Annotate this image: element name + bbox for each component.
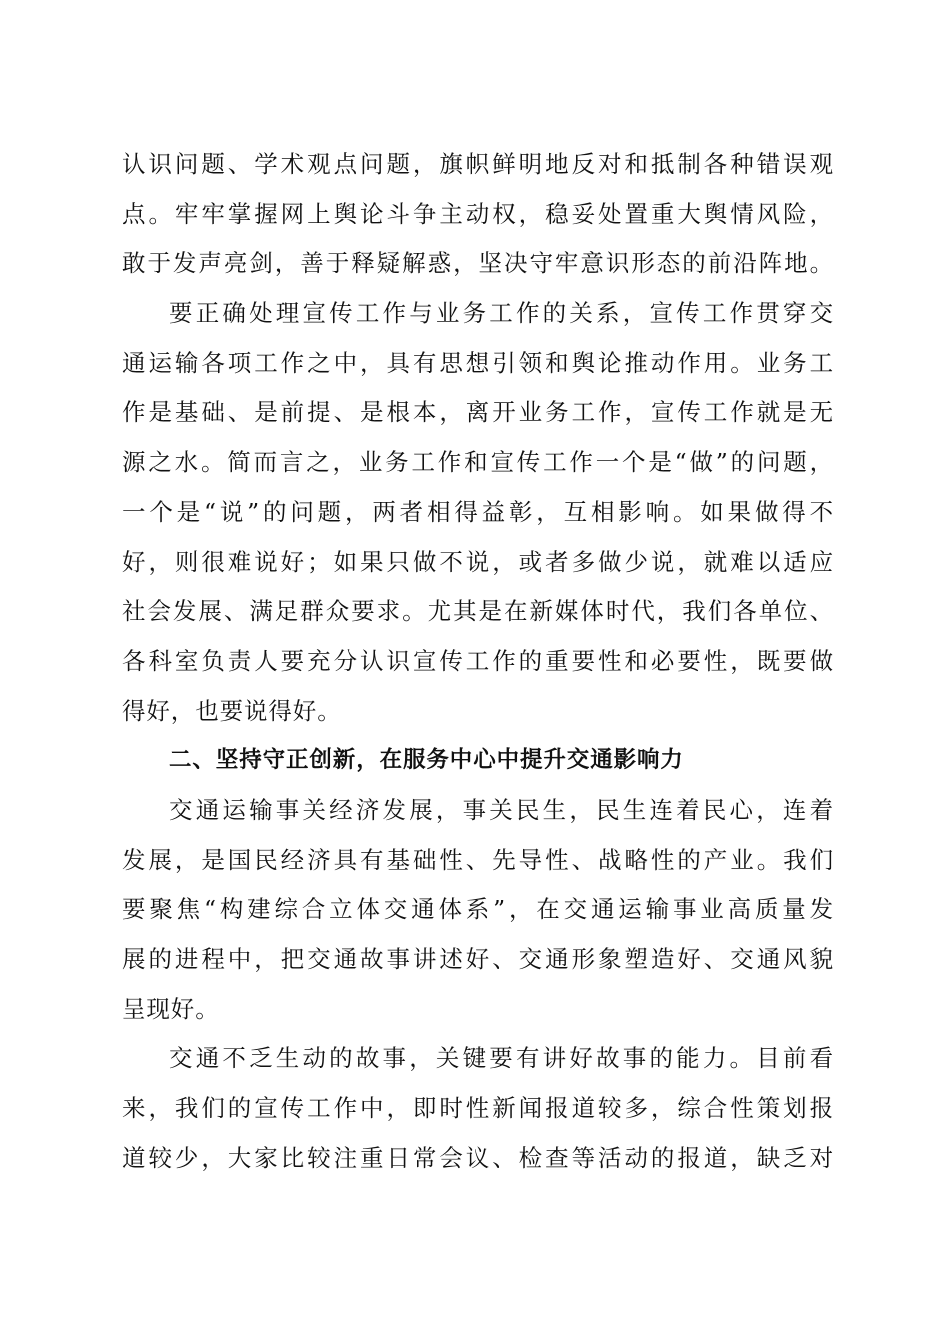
paragraph-line: 作是基础、是前提、是根本，离开业务工作，宣传工作就是无 [122,398,834,427]
paragraph-line: 各科室负责人要充分认识宣传工作的重要性和必要性，既要做 [122,646,834,675]
document-body [122,140,834,1183]
paragraph-first-line: 交通不乏生动的故事，关键要有讲好故事的能力。目前看 [169,1044,834,1073]
paragraph-first-line: 要正确处理宣传工作与业务工作的关系，宣传工作贯穿交 [169,299,834,328]
paragraph-line: 展的进程中，把交通故事讲述好、交通形象塑造好、交通风貌 [122,945,834,973]
paragraph-line: 一个是“说”的问题，两者相得益彰，互相影响。如果做得不 [122,497,834,526]
paragraph-line: 通运输各项工作之中，具有思想引领和舆论推动作用。业务工 [122,348,834,377]
paragraph-line: 来，我们的宣传工作中，即时性新闻报道较多，综合性策划报 [122,1094,834,1123]
paragraph-last-line: 得好，也要说得好。 [122,696,342,725]
paragraph-line: 要聚焦“构建综合立体交通体系”，在交通运输事业高质量发 [122,895,834,924]
paragraph-last-line: 呈现好。 [122,994,220,1023]
paragraph-line: 点。牢牢掌握网上舆论斗争主动权，稳妥处置重大舆情风险， [122,199,834,228]
paragraph-line: 认识问题、学术观点问题，旗帜鲜明地反对和抵制各种错误观 [122,150,834,178]
section-heading: 二、坚持守正创新，在服务中心中提升交通影响力 [169,747,684,774]
paragraph-line: 敢于发声亮剑，善于释疑解惑，坚决守牢意识形态的前沿阵地。 [122,249,834,278]
paragraph-line: 好，则很难说好；如果只做不说，或者多做少说，就难以适应 [122,547,834,576]
paragraph-line: 发展，是国民经济具有基础性、先导性、战略性的产业。我们 [122,845,834,874]
paragraph-first-line: 交通运输事关经济发展，事关民生，民生连着民心，连着 [169,795,834,824]
paragraph-line: 源之水。简而言之，业务工作和宣传工作一个是“做”的问题， [122,448,834,477]
paragraph-line: 道较少，大家比较注重日常会议、检查等活动的报道，缺乏对 [122,1143,834,1172]
paragraph-line: 社会发展、满足群众要求。尤其是在新媒体时代，我们各单位、 [122,597,834,626]
